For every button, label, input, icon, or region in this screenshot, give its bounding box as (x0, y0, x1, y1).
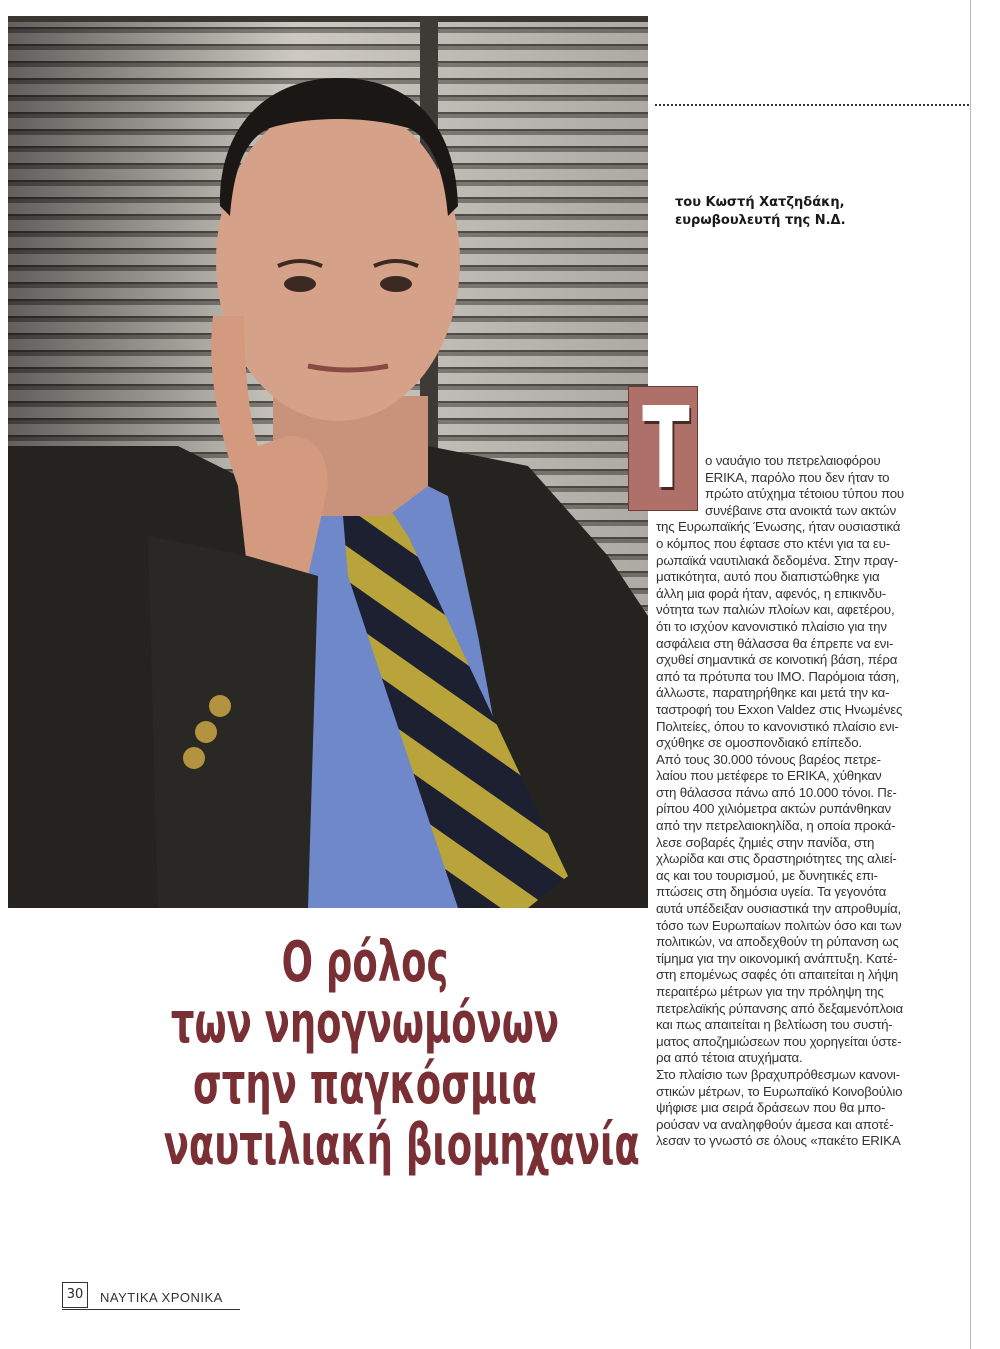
body-line: περαιτέρω μέτρων για την πρόληψη της (656, 984, 884, 999)
body-line: άλλη μια φορά ήταν, αφενός, η επικινδυ- (656, 585, 886, 601)
body-line: της Ευρωπαϊκής Ένωσης, ήταν ουσιαστικά (656, 519, 901, 535)
magazine-name: ΝΑΥΤΙΚΑ ΧΡΟΝΙΚΑ (100, 1290, 223, 1305)
body-line: ταστροφή του Exxon Valdez στις Ηνωμένες (656, 701, 903, 717)
body-line: πολιτικών, να αποδεχθούν τη ρύπανση ως (656, 934, 899, 950)
body-line: άλλωστε, παρατηρήθηκε και μετά την κα- (656, 685, 890, 701)
body-line: και πως απαιτείται η βελτίωση του συστή- (656, 1017, 893, 1033)
body-line: χλωρίδα και στις δραστηριότητες της αλιεί- (656, 851, 897, 867)
article-body-column (656, 453, 961, 1150)
title-line-2: των νηογνωμόνων (170, 991, 560, 1056)
body-line: τόσο των Ευρωπαίων πολιτών όσο και των (656, 917, 902, 933)
dotted-rule (655, 104, 969, 106)
author-portrait-photo (8, 16, 648, 908)
body-line: λεσαν το γνωστό σε όλους «πακέτο ERIKA (656, 1133, 901, 1149)
body-line: στη επομένως σαφές ότι απαιτείται η λήψη (656, 967, 899, 983)
body-line: ασφάλεια στη θάλασσα θα έπρεπε να ενι- (656, 635, 894, 651)
body-line: από τα πρότυπα του ΙΜΟ. Παρόμοια τάση, (656, 668, 900, 684)
body-line: σχυθεί σημαντικά σε κοινοτική βάση, πέρα (656, 652, 898, 668)
body-line: ματικότητα, αυτό που διαπιστώθηκε για (656, 569, 880, 585)
article-title (60, 932, 670, 1176)
portrait-illustration (8, 16, 648, 908)
byline-role: ευρωβουλευτή της Ν.Δ. (675, 213, 846, 228)
body-line: πρώτο ατύχημα τέτοιου τύπου που (705, 486, 904, 502)
page-number: 30 (62, 1282, 88, 1308)
body-line: ο κόμπος που έφτασε στο κτένι για τα ευ- (656, 535, 890, 551)
body-line: Από τους 30.000 τόνους βαρέος πετρε- (656, 751, 881, 767)
title-line-4: ναυτιλιακή βιομηχανία (163, 1113, 640, 1178)
body-line: ρα από τέτοια ατυχήματα. (656, 1050, 803, 1066)
body-line: ρίπου 400 χιλιόμετρα ακτών ρυπάνθηκαν (656, 801, 891, 817)
body-line: ρούσαν να αναληφθούν άμεσα και αποτέ- (656, 1116, 894, 1132)
body-line: νότητα των παλιών πλοίων και, αφετέρου, (656, 602, 895, 618)
title-line-3: στην παγκόσμια (193, 1052, 537, 1117)
body-line: ρωπαϊκά ναυτιλιακά δεδομένα. Στην πραγ- (656, 552, 898, 568)
author-byline (675, 194, 955, 230)
body-line: αυτά υπέδειξαν ουσιαστικά την απροθυμία, (656, 901, 901, 917)
body-line: ψήφισε μια σειρά δράσεων που θα μπο- (656, 1100, 886, 1116)
body-line: ο ναυάγιο του πετρελαιοφόρου (705, 453, 881, 468)
body-line: Πολιτείες, όπου το κανονιστικό πλαίσιο ενι- (656, 718, 899, 734)
drop-cap-letter: Τ (642, 384, 690, 514)
body-line: ματος αποζημιώσεων που χορηγείται ύστε- (656, 1033, 902, 1049)
body-line: ας και του τουρισμού, με δυνητικές επι- (656, 867, 878, 883)
body-line: λαίου που μετέφερε το ERIKA, χύθηκαν (656, 768, 882, 784)
body-line: ότι το ισχύον κανονιστικό πλαίσιο για την (656, 618, 887, 634)
body-line: τίμημα για την οικονομική ανάπτυξη. Κατέ- (656, 950, 898, 966)
body-line: συνέβαινε στα ανοικτά των ακτών (705, 502, 897, 518)
body-line: στη θάλασσα πάνω από 10.000 τόνοι. Πε- (656, 784, 897, 800)
body-line: λεσε σοβαρές ζημιές στην πανίδα, στη (656, 834, 875, 850)
footer-rule (62, 1309, 240, 1310)
body-line: Στο πλαίσιο των βραχυπρόθεσμων κανονι- (656, 1066, 900, 1082)
page-edge-line (970, 0, 971, 1349)
body-line: ERIKA, παρόλο που δεν ήταν το (705, 469, 890, 485)
body-line: σχύθηκε σε ομοσπονδιακό επίπεδο. (656, 735, 862, 751)
byline-author: του Κωστή Χατζηδάκη, (675, 195, 845, 210)
body-line: από την πετρελαιοκηλίδα, η οποία προκά- (656, 818, 896, 834)
body-line: πτώσεις στη δημόσια υγεία. Τα γεγονότα (656, 884, 887, 900)
body-line: στικών μέτρων, το Ευρωπαϊκό Κοινοβούλιο (656, 1083, 903, 1099)
title-line-1: Ο ρόλος (281, 930, 449, 995)
body-line: πετρελαϊκής ρύπανσης από δεξαμενόπλοια (656, 1000, 904, 1016)
